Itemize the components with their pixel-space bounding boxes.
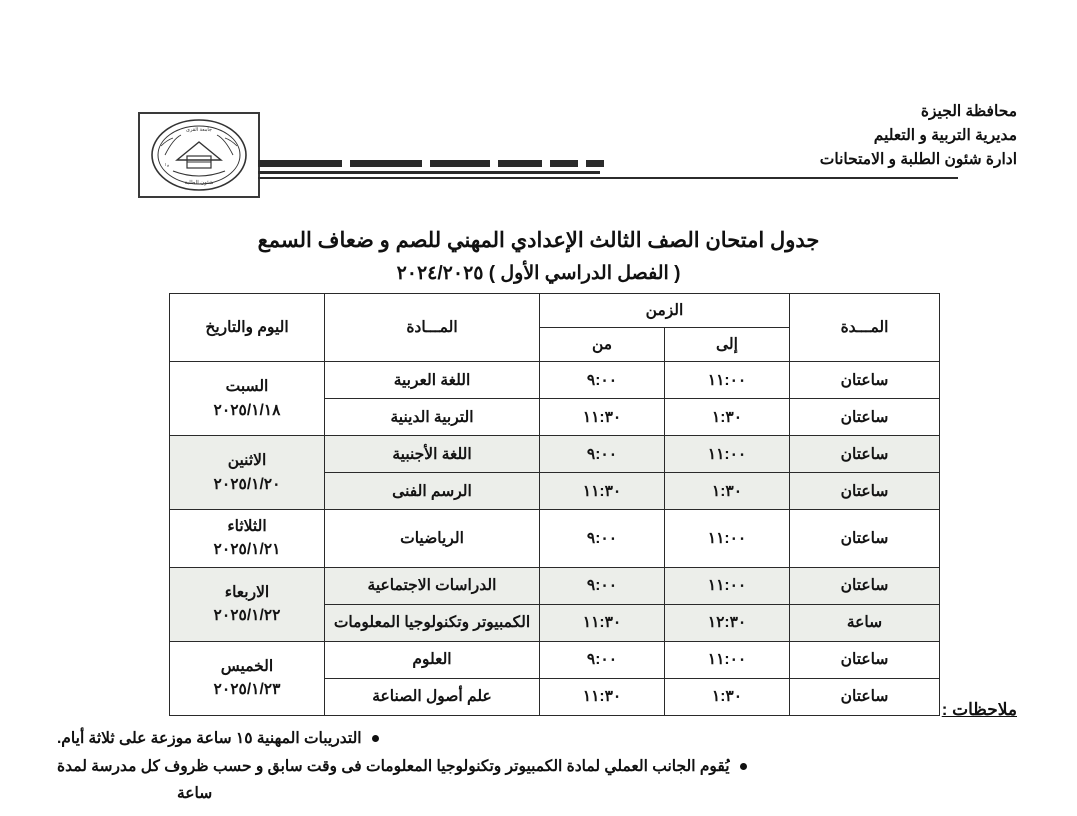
department-line: ادارة شئون الطلبة و الامتحانات [819, 151, 1017, 169]
exam-schedule-table-wrapper [170, 293, 940, 716]
cell-subject: اللغة العربية [325, 362, 540, 399]
table-row [170, 362, 940, 399]
cell-time-from: ١١:٣٠ [540, 678, 665, 715]
note-text-continuation: ساعة [177, 784, 213, 802]
cell-subject: الدراسات الاجتماعية [325, 567, 540, 604]
cell-duration: ساعتان [790, 510, 940, 568]
governorate-line: محافظة الجيزة [920, 103, 1017, 120]
cell-subject: الرياضيات [325, 510, 540, 568]
note-text: يُقوم الجانب العملي لمادة الكمبيوتر وتكنولوجيا المعلومات فى وقت سابق و حسب ظروف كل مدرسة لمدة [57, 758, 730, 776]
cell-subject: التربية الدينية [325, 399, 540, 436]
page-title: جدول امتحان الصف الثالث الإعدادي المهني للصم و ضعاف السمع [257, 229, 820, 252]
svg-text:و ا: و ا [164, 162, 170, 167]
note-text: التدريبات المهنية ١٥ ساعة موزعة على ثلاثة أيام. [57, 730, 362, 747]
table-row [170, 510, 940, 568]
header-subject: المـــادة [325, 294, 540, 362]
cell-time-from: ٩:٠٠ [540, 436, 665, 473]
cell-time-to: ١:٣٠ [665, 678, 790, 715]
table-row [170, 567, 940, 604]
header-time-to: إلى [665, 328, 790, 362]
bullet-icon [372, 735, 379, 742]
list-item [57, 726, 1017, 752]
svg-text:شئون الطلبة: شئون الطلبة [184, 180, 214, 186]
day-name: الاثنين [227, 452, 267, 470]
day-name: السبت [225, 378, 269, 396]
day-name: الاربعاء [224, 583, 270, 601]
table-row [170, 436, 940, 473]
cell-day-date [170, 510, 325, 568]
header-time-from: من [540, 328, 665, 362]
cell-duration: ساعتان [790, 399, 940, 436]
cell-time-to: ١:٣٠ [665, 473, 790, 510]
cell-time-from: ١١:٣٠ [540, 473, 665, 510]
cell-subject: الرسم الفنى [325, 473, 540, 510]
cell-day-date [170, 362, 325, 436]
cell-time-from: ١١:٣٠ [540, 399, 665, 436]
document-header [0, 100, 1077, 210]
header-day-date: اليوم والتاريخ [170, 294, 325, 362]
day-date: ٢٠٢٥/١/٢٣ [213, 681, 281, 698]
cell-time-to: ١١:٠٠ [665, 362, 790, 399]
table-body [170, 362, 940, 716]
cell-duration: ساعتان [790, 362, 940, 399]
cell-duration: ساعتان [790, 678, 940, 715]
cell-time-to: ١١:٠٠ [665, 436, 790, 473]
cell-time-from: ٩:٠٠ [540, 567, 665, 604]
header-duration: المـــدة [790, 294, 940, 362]
list-item [57, 754, 1017, 807]
cell-day-date [170, 436, 325, 510]
page-subtitle: ( الفصل الدراسي الأول ) ٢٠٢٤/٢٠٢٥ [396, 263, 681, 284]
day-date: ٢٠٢٥/١/٢١ [213, 541, 281, 559]
directorate-line: مديرية التربية و التعليم [873, 127, 1017, 145]
table-header [170, 294, 940, 362]
header-decorative-rules [258, 160, 958, 184]
day-date: ٢٠٢٥/١/٢٢ [213, 607, 281, 624]
cell-subject: العلوم [325, 641, 540, 678]
table-row [170, 641, 940, 678]
exam-schedule-table [169, 293, 940, 716]
header-time-group: الزمن [540, 294, 790, 328]
cell-time-from: ١١:٣٠ [540, 604, 665, 641]
cell-time-to: ١١:٠٠ [665, 641, 790, 678]
cell-time-to: ١١:٠٠ [665, 510, 790, 568]
cell-day-date [170, 567, 325, 641]
cell-duration: ساعة [790, 604, 940, 641]
bullet-icon [740, 763, 747, 770]
day-date: ٢٠٢٥/١/١٨ [213, 401, 281, 419]
table-header-row-1 [170, 294, 940, 328]
cell-time-from: ٩:٠٠ [540, 362, 665, 399]
cell-time-to: ١١:٠٠ [665, 567, 790, 604]
svg-text:جامعة القرى: جامعة القرى [186, 127, 212, 133]
cell-time-from: ٩:٠٠ [540, 641, 665, 678]
day-name: الخميس [220, 657, 274, 675]
cell-subject: الكمبيوتر وتكنولوجيا المعلومات [325, 604, 540, 641]
cell-duration: ساعتان [790, 473, 940, 510]
ministry-seal-icon [140, 114, 258, 196]
notes-list [57, 726, 1017, 807]
day-name: الثلاثاء [227, 518, 267, 535]
cell-time-from: ٩:٠٠ [540, 510, 665, 568]
notes-title: ملاحظات : [941, 700, 1017, 719]
official-seal-box [138, 112, 260, 198]
cell-subject: علم أصول الصناعة [325, 678, 540, 715]
notes-section [57, 700, 1017, 809]
cell-subject: اللغة الأجنبية [325, 436, 540, 473]
cell-duration: ساعتان [790, 567, 940, 604]
cell-duration: ساعتان [790, 436, 940, 473]
day-date: ٢٠٢٥/١/٢٠ [213, 475, 281, 493]
cell-duration: ساعتان [790, 641, 940, 678]
cell-time-to: ١٢:٣٠ [665, 604, 790, 641]
cell-time-to: ١:٣٠ [665, 399, 790, 436]
